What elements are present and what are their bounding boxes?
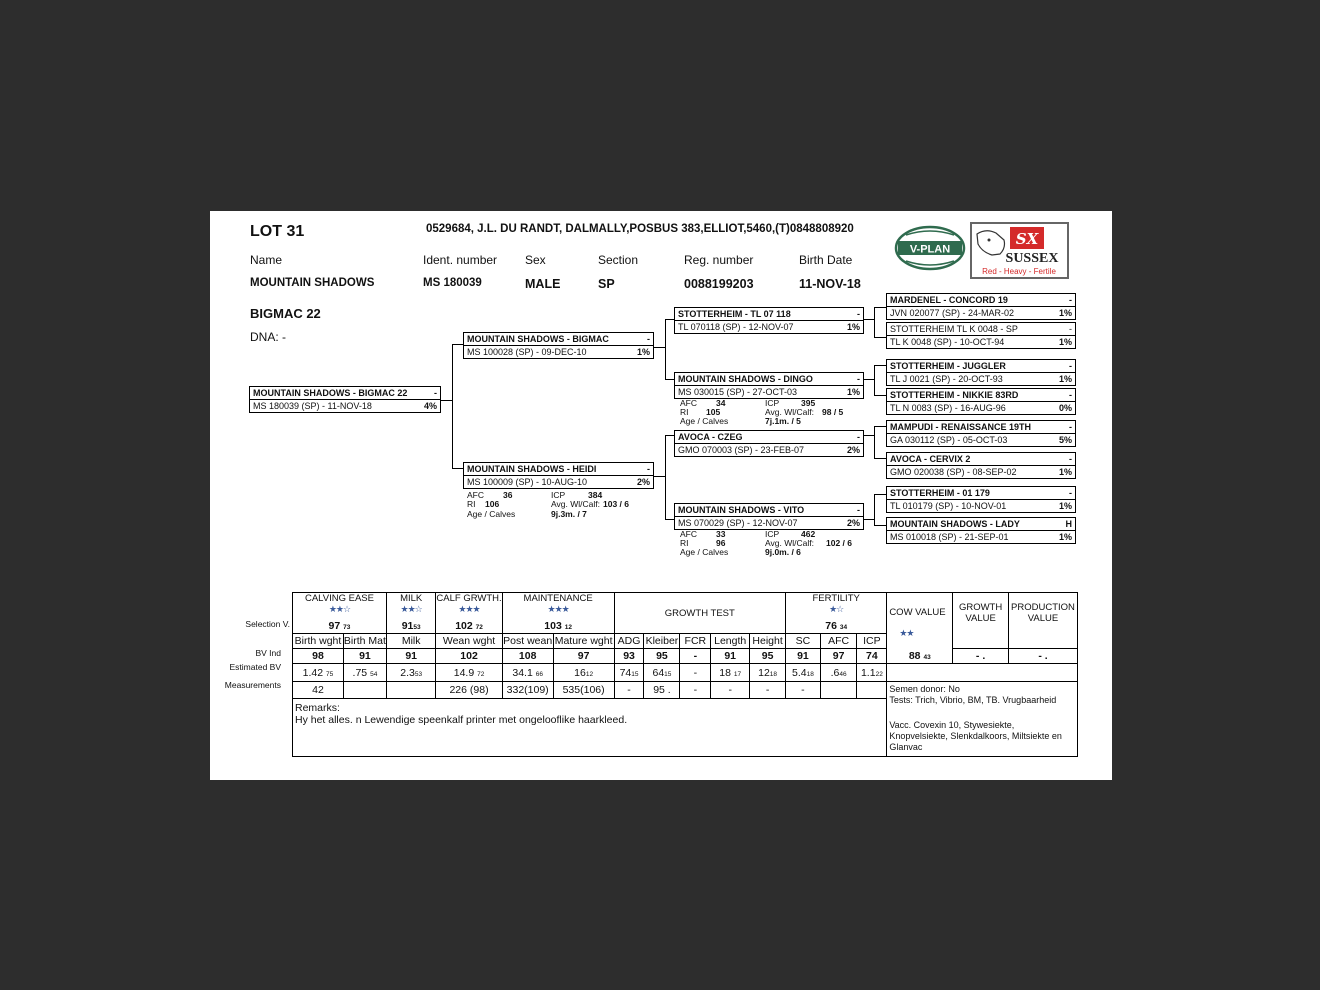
col-header: Post wean [503, 635, 553, 647]
maint-stars-icon: ★★★ [547, 604, 569, 614]
granddam-paternal-box: MOUNTAIN SHADOWS - DINGO - MS 030015 (SP) - 27-OCT-03 1% [674, 372, 864, 399]
col-header: Birth wght [293, 634, 344, 649]
col-header: Milk [386, 634, 435, 649]
svg-text:SX: SX [1015, 230, 1039, 248]
calving-stars-icon: ★★☆ [328, 604, 351, 614]
sussex-logo [970, 222, 1069, 279]
group-calf-growth: CALF GRWTH. ★★★ [436, 593, 502, 619]
sire-box: MOUNTAIN SHADOWS - BIGMAC - MS 100028 (SP) - 09-DEC-10 1% [463, 332, 654, 359]
cow-stars-icon: ★★ [899, 628, 914, 638]
owner-details: 0529684, J.L. DU RANDT, DALMALLY,POSBUS 383,ELLIOT,5460,(T)0848808920 [426, 223, 854, 235]
breeding-values-table: CALVING EASE ★★☆ MILK ★★☆ CALF GRWTH. ★★★ MAINTENANCE ★★★ GROWTH TEST FERTILITY ★☆ COW VALUE ★★ GROWTH VALUE PRODUCTION VALUE 97 73 9153 102 72 103 12 76 34 Birth wght Birth Mat Milk Wean wght Post wean Mature wght ADG Kleiber FCR Length Height SC AFC ICP 98 91 91 102 108 97 93 95 - 91 95 91 97 74 88 43 - . - . 1.42 75 .75 54 2.353 14.9 72 34.1 66 1612 7415 6415 - 18 17 1218 5.418 .646 1.122 42 226 (98) 332(109) 535(106) - 95 . - - - - Semen donor: No Tests: Trich, Vibrio, BM, TB. Vrugbaarheid Vacc. Covexin 10, Stywesiekte, Knopvelsiekte, Slenkdalkoors, Miltsiekte en Glanvac Remarks: Hy het alles. n Lewendige speenkalf printer met ongelooflike haarkleed. [292, 592, 1078, 757]
section-value: SP [598, 277, 615, 291]
dna-status: DNA: - [250, 330, 286, 344]
reg-label: Reg. number [684, 253, 754, 267]
svg-text:Red - Heavy - Fertile: Red - Heavy - Fertile [982, 267, 1056, 276]
reg-value: 0088199203 [684, 277, 754, 291]
section-label: Section [598, 253, 639, 267]
col-header: Height [750, 634, 786, 649]
col-header: Mature wght [554, 635, 613, 647]
col-header: ICP [857, 634, 887, 649]
ancestor-box: MAMPUDI - RENAISSANCE 19TH - GA 030112 (SP) - 05-OCT-03 5% [886, 420, 1076, 447]
ancestor-box: STOTTERHEIM TL K 0048 - SP - TL K 0048 (SP) - 10-OCT-94 1% [886, 322, 1076, 349]
col-header: Wean wght [436, 634, 502, 649]
group-maintenance: MAINTENANCE ★★★ [502, 593, 614, 619]
animal-name: BIGMAC 22 [250, 306, 321, 321]
ancestor-box: MOUNTAIN SHADOWS - LADY H MS 010018 (SP) - 21-SEP-01 1% [886, 517, 1076, 544]
lot-number: LOT 31 [250, 223, 305, 240]
row-label-bv: BV Ind [255, 648, 281, 658]
granddam-maternal-stats: AFC 33 ICP 462 RI 96 Avg. Wl/Calf: 102 / 6 Age / Calves 9j.0m. / 6 [680, 529, 852, 557]
row-label-est: Estimated BV [229, 662, 281, 672]
group-fertility: FERTILITY ★☆ [786, 593, 887, 619]
dam-stats: AFC 36 ICP 384 RI 106 Avg. Wl/Calf: 103 / 6 Age / Calves 9j.3m. / 7 [467, 490, 629, 519]
col-header: FCR [680, 634, 711, 649]
col-header: Length [711, 634, 750, 649]
subject-box: MOUNTAIN SHADOWS - BIGMAC 22 - MS 180039 (SP) - 11-NOV-18 4% [249, 386, 441, 413]
remarks-cell [293, 699, 887, 757]
group-cow-value: COW VALUE ★★ [887, 593, 953, 649]
birth-label: Birth Date [799, 253, 853, 267]
notes-cell [887, 682, 1078, 757]
col-header: AFC [820, 634, 857, 649]
remarks-label: Remarks: [295, 702, 340, 714]
semen-donor: Semen donor: No [889, 684, 960, 694]
name-label: Name [250, 253, 283, 267]
fert-stars-icon: ★☆ [829, 604, 844, 614]
calf-stars-icon: ★★★ [458, 604, 480, 614]
tests-done: Tests: Trich, Vibrio, BM, TB. Vrugbaarheid [889, 695, 1057, 705]
dam-box: MOUNTAIN SHADOWS - HEIDI - MS 100009 (SP) - 10-AUG-10 2% [463, 462, 654, 489]
svg-text:SUSSEX: SUSSEX [1005, 251, 1059, 266]
group-growth-test: GROWTH TEST [614, 593, 785, 634]
group-calving-ease: CALVING EASE ★★☆ [293, 593, 387, 619]
ancestor-box: STOTTERHEIM - NIKKIE 83RD - TL N 0083 (SP) - 16-AUG-96 0% [886, 388, 1076, 415]
remarks-text: Hy het alles. n Lewendige speenkalf printer met ongelooflike haarkleed. [295, 714, 628, 726]
granddam-paternal-stats: AFC 34 ICP 395 RI 105 Avg. Wl/Calf: 98 / 5 Age / Calves 7j.1m. / 5 [680, 398, 844, 426]
pedigree-sheet [210, 211, 1112, 780]
grandsire-paternal-box: STOTTERHEIM - TL 07 118 - TL 070118 (SP) - 12-NOV-07 1% [674, 307, 864, 334]
ancestor-box: STOTTERHEIM - JUGGLER - TL J 0021 (SP) - 20-OCT-93 1% [886, 359, 1076, 386]
group-production-value: PRODUCTION VALUE [1008, 593, 1077, 649]
row-label-meas: Measurements [224, 680, 281, 690]
svg-text:V-PLAN: V-PLAN [909, 243, 951, 256]
ancestor-box: AVOCA - CERVIX 2 - GMO 020038 (SP) - 08-SEP-02 1% [886, 452, 1076, 479]
ident-label: Ident. number [423, 253, 498, 267]
ancestor-box: MARDENEL - CONCORD 19 - JVN 020077 (SP) - 24-MAR-02 1% [886, 293, 1076, 320]
row-label-selection: Selection V. [245, 619, 290, 629]
ancestor-box: STOTTERHEIM - 01 179 - TL 010179 (SP) - 10-NOV-01 1% [886, 486, 1076, 513]
name-value: MOUNTAIN SHADOWS [250, 277, 375, 289]
col-header: ADG [614, 634, 644, 649]
col-header: SC [786, 634, 821, 649]
group-milk: MILK ★★☆ [386, 593, 435, 619]
birth-value: 11-NOV-18 [799, 277, 861, 291]
vplan-logo [894, 225, 966, 271]
sex-label: Sex [525, 253, 546, 267]
ident-value: MS 180039 [423, 277, 482, 289]
vaccinations: Vacc. Covexin 10, Stywesiekte, Knopvelsiekte, Slenkdalkoors, Miltsiekte en Glanvac [889, 720, 1062, 752]
col-header: Kleiber [645, 635, 679, 647]
sex-value: MALE [525, 277, 561, 291]
granddam-maternal-box: MOUNTAIN SHADOWS - VITO - MS 070029 (SP) - 12-NOV-07 2% [674, 503, 864, 530]
milk-stars-icon: ★★☆ [400, 604, 422, 614]
group-growth-value: GROWTH VALUE [953, 593, 1009, 649]
grandsire-maternal-box: AVOCA - CZEG - GMO 070003 (SP) - 23-FEB-07 2% [674, 430, 864, 457]
col-header: Birth Mat [343, 635, 386, 647]
